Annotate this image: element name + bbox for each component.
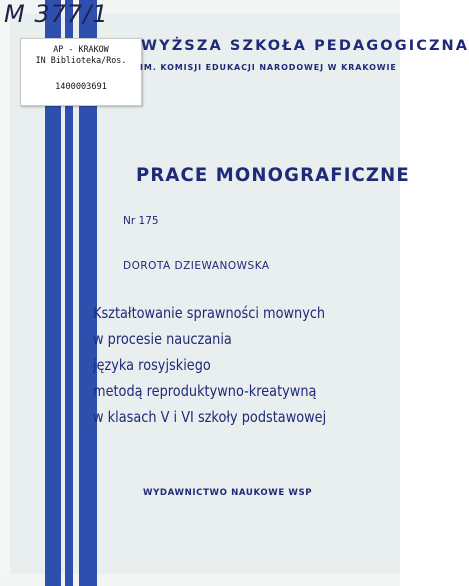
title-line-2: w procesie nauczania	[93, 330, 232, 348]
publisher-name: WYDAWNICTWO NAUKOWE WSP	[143, 488, 313, 498]
institution-name: WYŻSZA SZKOŁA PEDAGOGICZNA	[141, 38, 469, 54]
title-line-5: w klasach V i VI szkoły podstawowej	[93, 408, 327, 426]
book-title	[93, 300, 326, 430]
series-number: Nr 175	[123, 215, 159, 227]
handwritten-shelfmark: M 377/1	[4, 0, 109, 28]
author-name: DOROTA DZIEWANOWSKA	[123, 260, 270, 272]
scan-border-left	[0, 0, 10, 586]
barcode-number: 1400003691	[55, 82, 107, 92]
library-label-line-1: AP - KRAKOW	[53, 44, 109, 54]
title-line-1: Kształtowanie sprawności mownych	[93, 304, 326, 322]
title-line-3: języka rosyjskiego	[93, 356, 211, 374]
series-title: PRACE MONOGRAFICZNE	[136, 164, 410, 186]
library-label-sticker	[20, 38, 142, 106]
library-label-line-2: IN Biblioteka/Ros.	[35, 55, 127, 65]
institution-subname: IM. KOMISJI EDUKACJI NARODOWEJ W KRAKOWIE	[140, 63, 397, 72]
title-line-4: metodą reproduktywno-kreatywną	[93, 382, 317, 400]
